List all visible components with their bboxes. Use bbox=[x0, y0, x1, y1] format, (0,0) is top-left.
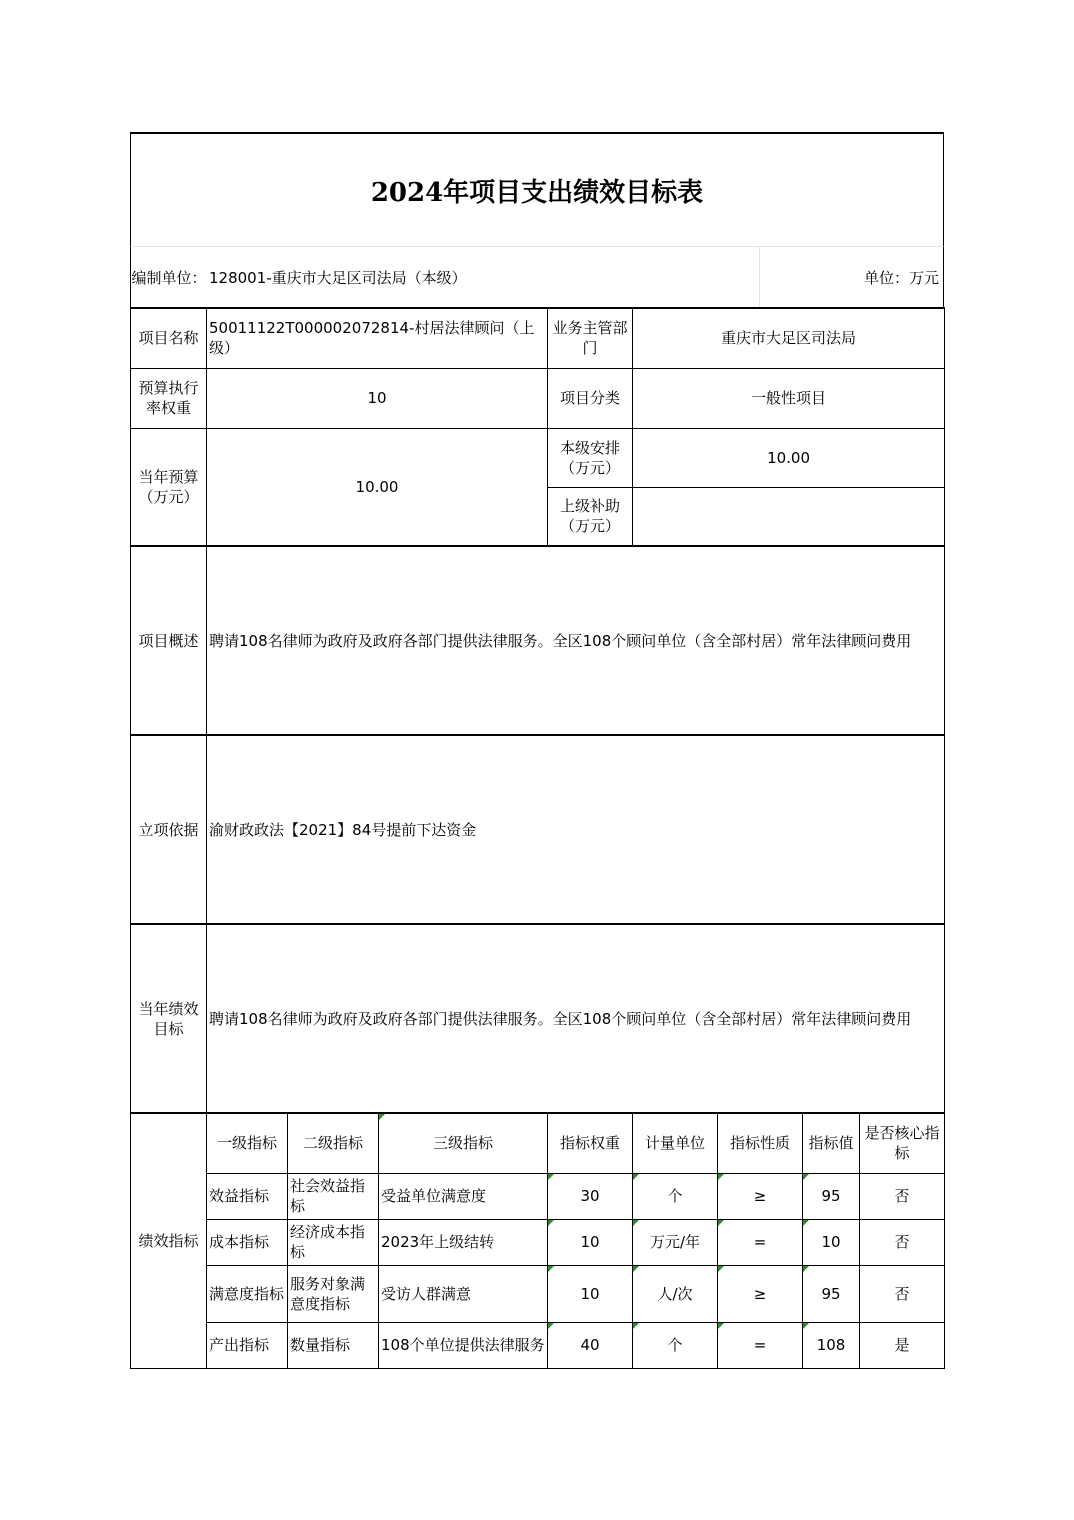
budget-label: 当年预算（万元） bbox=[131, 428, 207, 546]
category-value: 一般性项目 bbox=[633, 368, 945, 428]
page-title: 2024年项目支出绩效目标表 bbox=[370, 177, 704, 208]
weight-cell: 10 bbox=[548, 1219, 633, 1265]
header-divider bbox=[759, 247, 760, 307]
level1-cell: 效益指标 bbox=[207, 1173, 288, 1219]
unit-cell: 个 bbox=[633, 1173, 718, 1219]
column-header: 计量单位 bbox=[633, 1113, 718, 1173]
nature-cell: = bbox=[718, 1322, 803, 1368]
core-cell: 否 bbox=[860, 1219, 945, 1265]
core-cell: 是 bbox=[860, 1322, 945, 1368]
table-row bbox=[131, 1322, 945, 1368]
weight-cell: 10 bbox=[548, 1265, 633, 1322]
category-label: 项目分类 bbox=[548, 368, 633, 428]
indicators-label: 绩效指标 bbox=[131, 1113, 207, 1368]
local-label: 本级安排（万元） bbox=[548, 428, 633, 487]
table-row bbox=[131, 1173, 945, 1219]
column-header: 指标权重 bbox=[548, 1113, 633, 1173]
table-row bbox=[131, 1219, 945, 1265]
nature-cell: ≥ bbox=[718, 1173, 803, 1219]
unit-cell: 个 bbox=[633, 1322, 718, 1368]
subsidy-label: 上级补助（万元） bbox=[548, 487, 633, 546]
level3-cell: 受访人群满意 bbox=[379, 1265, 548, 1322]
level1-cell: 满意度指标 bbox=[207, 1265, 288, 1322]
goal-label: 当年绩效目标 bbox=[131, 924, 207, 1113]
overview-label: 项目概述 bbox=[131, 546, 207, 735]
level1-cell: 产出指标 bbox=[207, 1322, 288, 1368]
dept-value: 重庆市大足区司法局 bbox=[633, 308, 945, 368]
org-value: 128001-重庆市大足区司法局（本级） bbox=[209, 268, 467, 287]
goal-value: 聘请108名律师为政府及政府各部门提供法律服务。全区108个顾问单位（含全部村居）常年法律顾问费用 bbox=[207, 924, 945, 1113]
budget-value: 10.00 bbox=[207, 428, 548, 546]
column-header: 二级指标 bbox=[288, 1113, 379, 1173]
column-header: 指标性质 bbox=[718, 1113, 803, 1173]
org-label: 编制单位： bbox=[131, 268, 207, 287]
weight-cell: 40 bbox=[548, 1322, 633, 1368]
core-cell: 否 bbox=[860, 1265, 945, 1322]
value-cell: 10 bbox=[803, 1219, 860, 1265]
local-value: 10.00 bbox=[633, 428, 945, 487]
level2-cell: 数量指标 bbox=[288, 1322, 379, 1368]
unit-cell: 人/次 bbox=[633, 1265, 718, 1322]
level2-cell: 服务对象满意度指标 bbox=[288, 1265, 379, 1322]
value-cell: 95 bbox=[803, 1173, 860, 1219]
project-name-value: 50011122T000002072814-村居法律顾问（上级） bbox=[207, 308, 548, 368]
level3-cell: 受益单位满意度 bbox=[379, 1173, 548, 1219]
dept-label: 业务主管部门 bbox=[548, 308, 633, 368]
column-header: 一级指标 bbox=[207, 1113, 288, 1173]
unit-label: 单位：万元 bbox=[863, 268, 939, 287]
value-cell: 108 bbox=[803, 1322, 860, 1368]
subsidy-value bbox=[633, 487, 945, 546]
level3-cell: 2023年上级结转 bbox=[379, 1219, 548, 1265]
column-header: 三级指标 bbox=[379, 1113, 548, 1173]
level2-cell: 社会效益指标 bbox=[288, 1173, 379, 1219]
nature-cell: ≥ bbox=[718, 1265, 803, 1322]
level1-cell: 成本指标 bbox=[207, 1219, 288, 1265]
unit-cell: 万元/年 bbox=[633, 1219, 718, 1265]
performance-target-sheet bbox=[130, 132, 944, 1369]
level2-cell: 经济成本指标 bbox=[288, 1219, 379, 1265]
column-header: 是否核心指标 bbox=[860, 1113, 945, 1173]
weight-value: 10 bbox=[207, 368, 548, 428]
target-table bbox=[130, 307, 945, 1369]
weight-cell: 30 bbox=[548, 1173, 633, 1219]
level3-cell: 108个单位提供法律服务 bbox=[379, 1322, 548, 1368]
project-name-label: 项目名称 bbox=[131, 308, 207, 368]
core-cell: 否 bbox=[860, 1173, 945, 1219]
overview-value: 聘请108名律师为政府及政府各部门提供法律服务。全区108个顾问单位（含全部村居）常年法律顾问费用 bbox=[207, 546, 945, 735]
value-cell: 95 bbox=[803, 1265, 860, 1322]
basis-label: 立项依据 bbox=[131, 735, 207, 924]
weight-label: 预算执行率权重 bbox=[131, 368, 207, 428]
title-box bbox=[130, 132, 944, 246]
basis-value: 渝财政政法【2021】84号提前下达资金 bbox=[207, 735, 945, 924]
column-header: 指标值 bbox=[803, 1113, 860, 1173]
table-row bbox=[131, 1265, 945, 1322]
nature-cell: = bbox=[718, 1219, 803, 1265]
header-row bbox=[130, 246, 944, 307]
